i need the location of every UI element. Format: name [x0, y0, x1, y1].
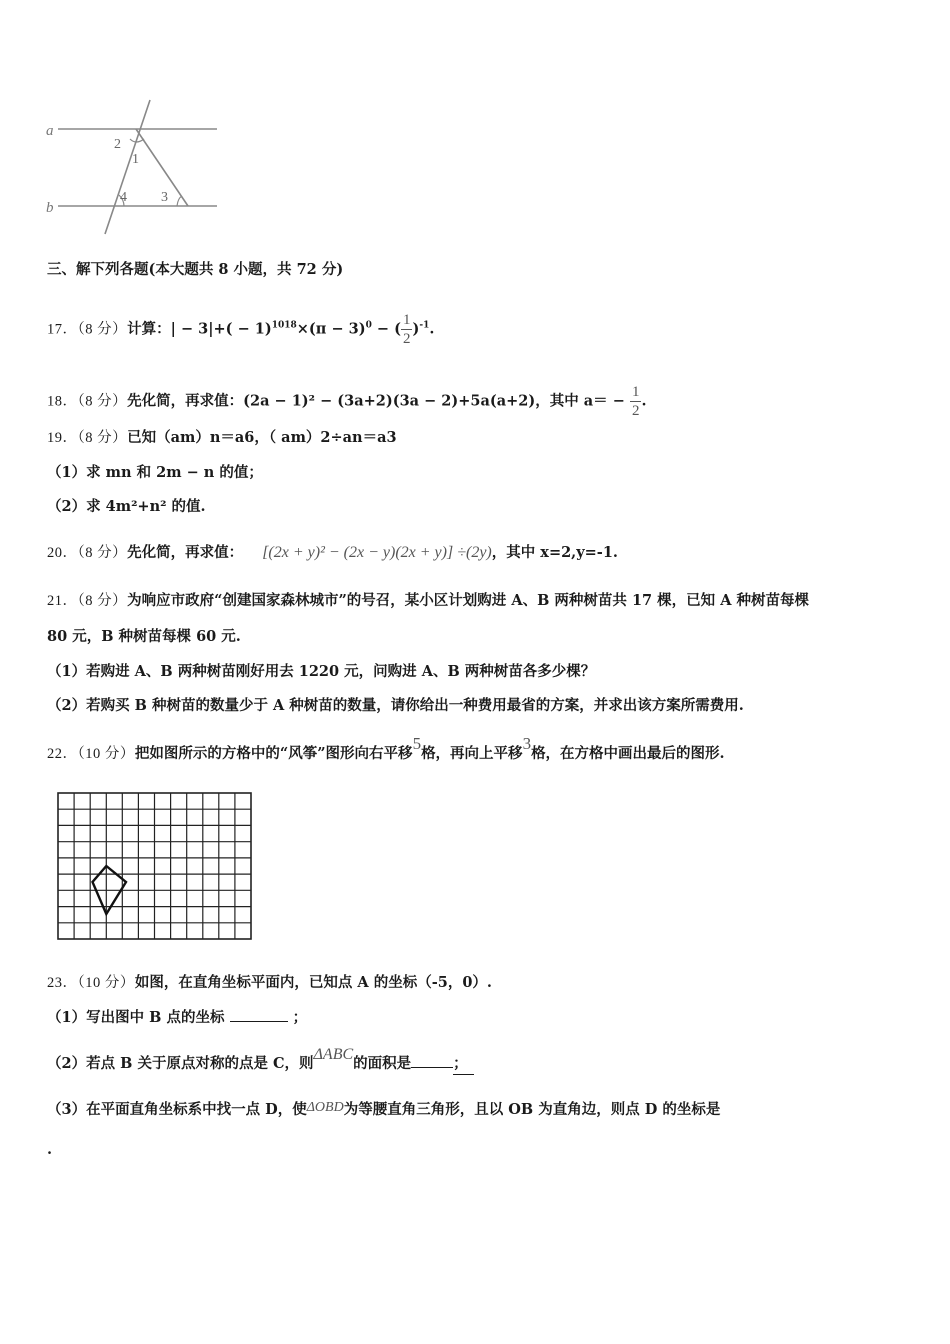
question-23: 23．（10 分）如图，在直角坐标平面内，已知点 A 的坐标（-5，0）.	[47, 974, 492, 991]
label-a: a	[46, 123, 54, 139]
question-19-part-2: （2）求 4m²+n² 的值.	[47, 498, 206, 515]
question-17: 17．（8 分）计算：| − $3|+( - 1)^{1018}\times(\pi - 3)^0$ − ( $\frac{1}{2}$ )$^{-1}$.	[47, 312, 435, 347]
answer-blank[interactable]	[230, 1021, 288, 1022]
simplify-formula: [(2x + y)² − (2x − y)(2x + y)] ÷(2y)	[262, 544, 492, 561]
question-18: 18．（8 分）先化简，再求值：(2a − 1)² − (3a+2)(3a − 2)+5a(a+2)，其中 a＝ − $\frac{1}{2}$ .	[47, 384, 647, 419]
question-20: 20．（8 分）先化简，再求值： [(2x + y)² − (2x − y)(2x + y)] ÷(2y)，其中 x=2,y=-1.	[47, 544, 618, 561]
answer-blank[interactable]	[411, 1067, 453, 1068]
question-23-part-3: （3）在平面直角坐标系中找一点 D，使ΔOBD为等腰直角三角形，且以 OB 为直角边，则点 D 的坐标是	[47, 1100, 721, 1118]
question-19: 19．（8 分）已知（am）n＝a6，（ am）2÷an＝a3	[47, 429, 397, 446]
angle-label-3: 3	[161, 190, 168, 205]
question-21-part-1: （1）若购进 A、B 两种树苗刚好用去 1220 元，问购进 A、B 两种树苗各多少棵？	[47, 663, 596, 680]
angle-label-2: 2	[114, 137, 121, 152]
question-19-part-1: （1）求 mn 和 2m − n 的值；	[47, 464, 263, 481]
label-b: b	[46, 200, 54, 216]
fraction-one-half: $\frac{1}{2}$	[402, 312, 411, 347]
angle-label-4: 4	[120, 190, 127, 205]
angle-label-1: 1	[132, 152, 139, 167]
question-22: 22．（10 分）把如图所示的方格中的“风筝”图形向右平移5格，再向上平移3格，在方格中画出最后的图形.	[47, 734, 725, 762]
question-21-line-2: 80 元，B 种树苗每棵 60 元.	[47, 628, 241, 645]
fraction-one-half: $\frac{1}{2}$	[631, 384, 640, 419]
question-21-part-2: （2）若购买 B 种树苗的数量少于 A 种树苗的数量，请你给出一种费用最省的方案，并求出该方案所需费用.	[47, 697, 744, 714]
angle-arc-3	[177, 196, 182, 206]
grid-lines	[58, 793, 251, 939]
section-heading: 三、解下列各题(本大题共 8 小题，共 72 分)	[47, 261, 344, 278]
parallel-lines-figure	[40, 95, 230, 240]
kite-grid-figure	[55, 790, 255, 942]
question-23-part-2: （2）若点 B 关于原点对称的点是 C，则ΔABC的面积是 ；	[47, 1054, 474, 1075]
question-23-part-1: （1）写出图中 B 点的坐标 ；	[47, 1009, 308, 1026]
transversal	[105, 100, 150, 234]
question-21: 21．（8 分）为响应市政府“创建国家森林城市”的号召，某小区计划购进 A、B 两种树苗共 17 棵，已知 A 种树苗每棵	[47, 592, 810, 609]
question-23-end: .	[47, 1141, 53, 1158]
